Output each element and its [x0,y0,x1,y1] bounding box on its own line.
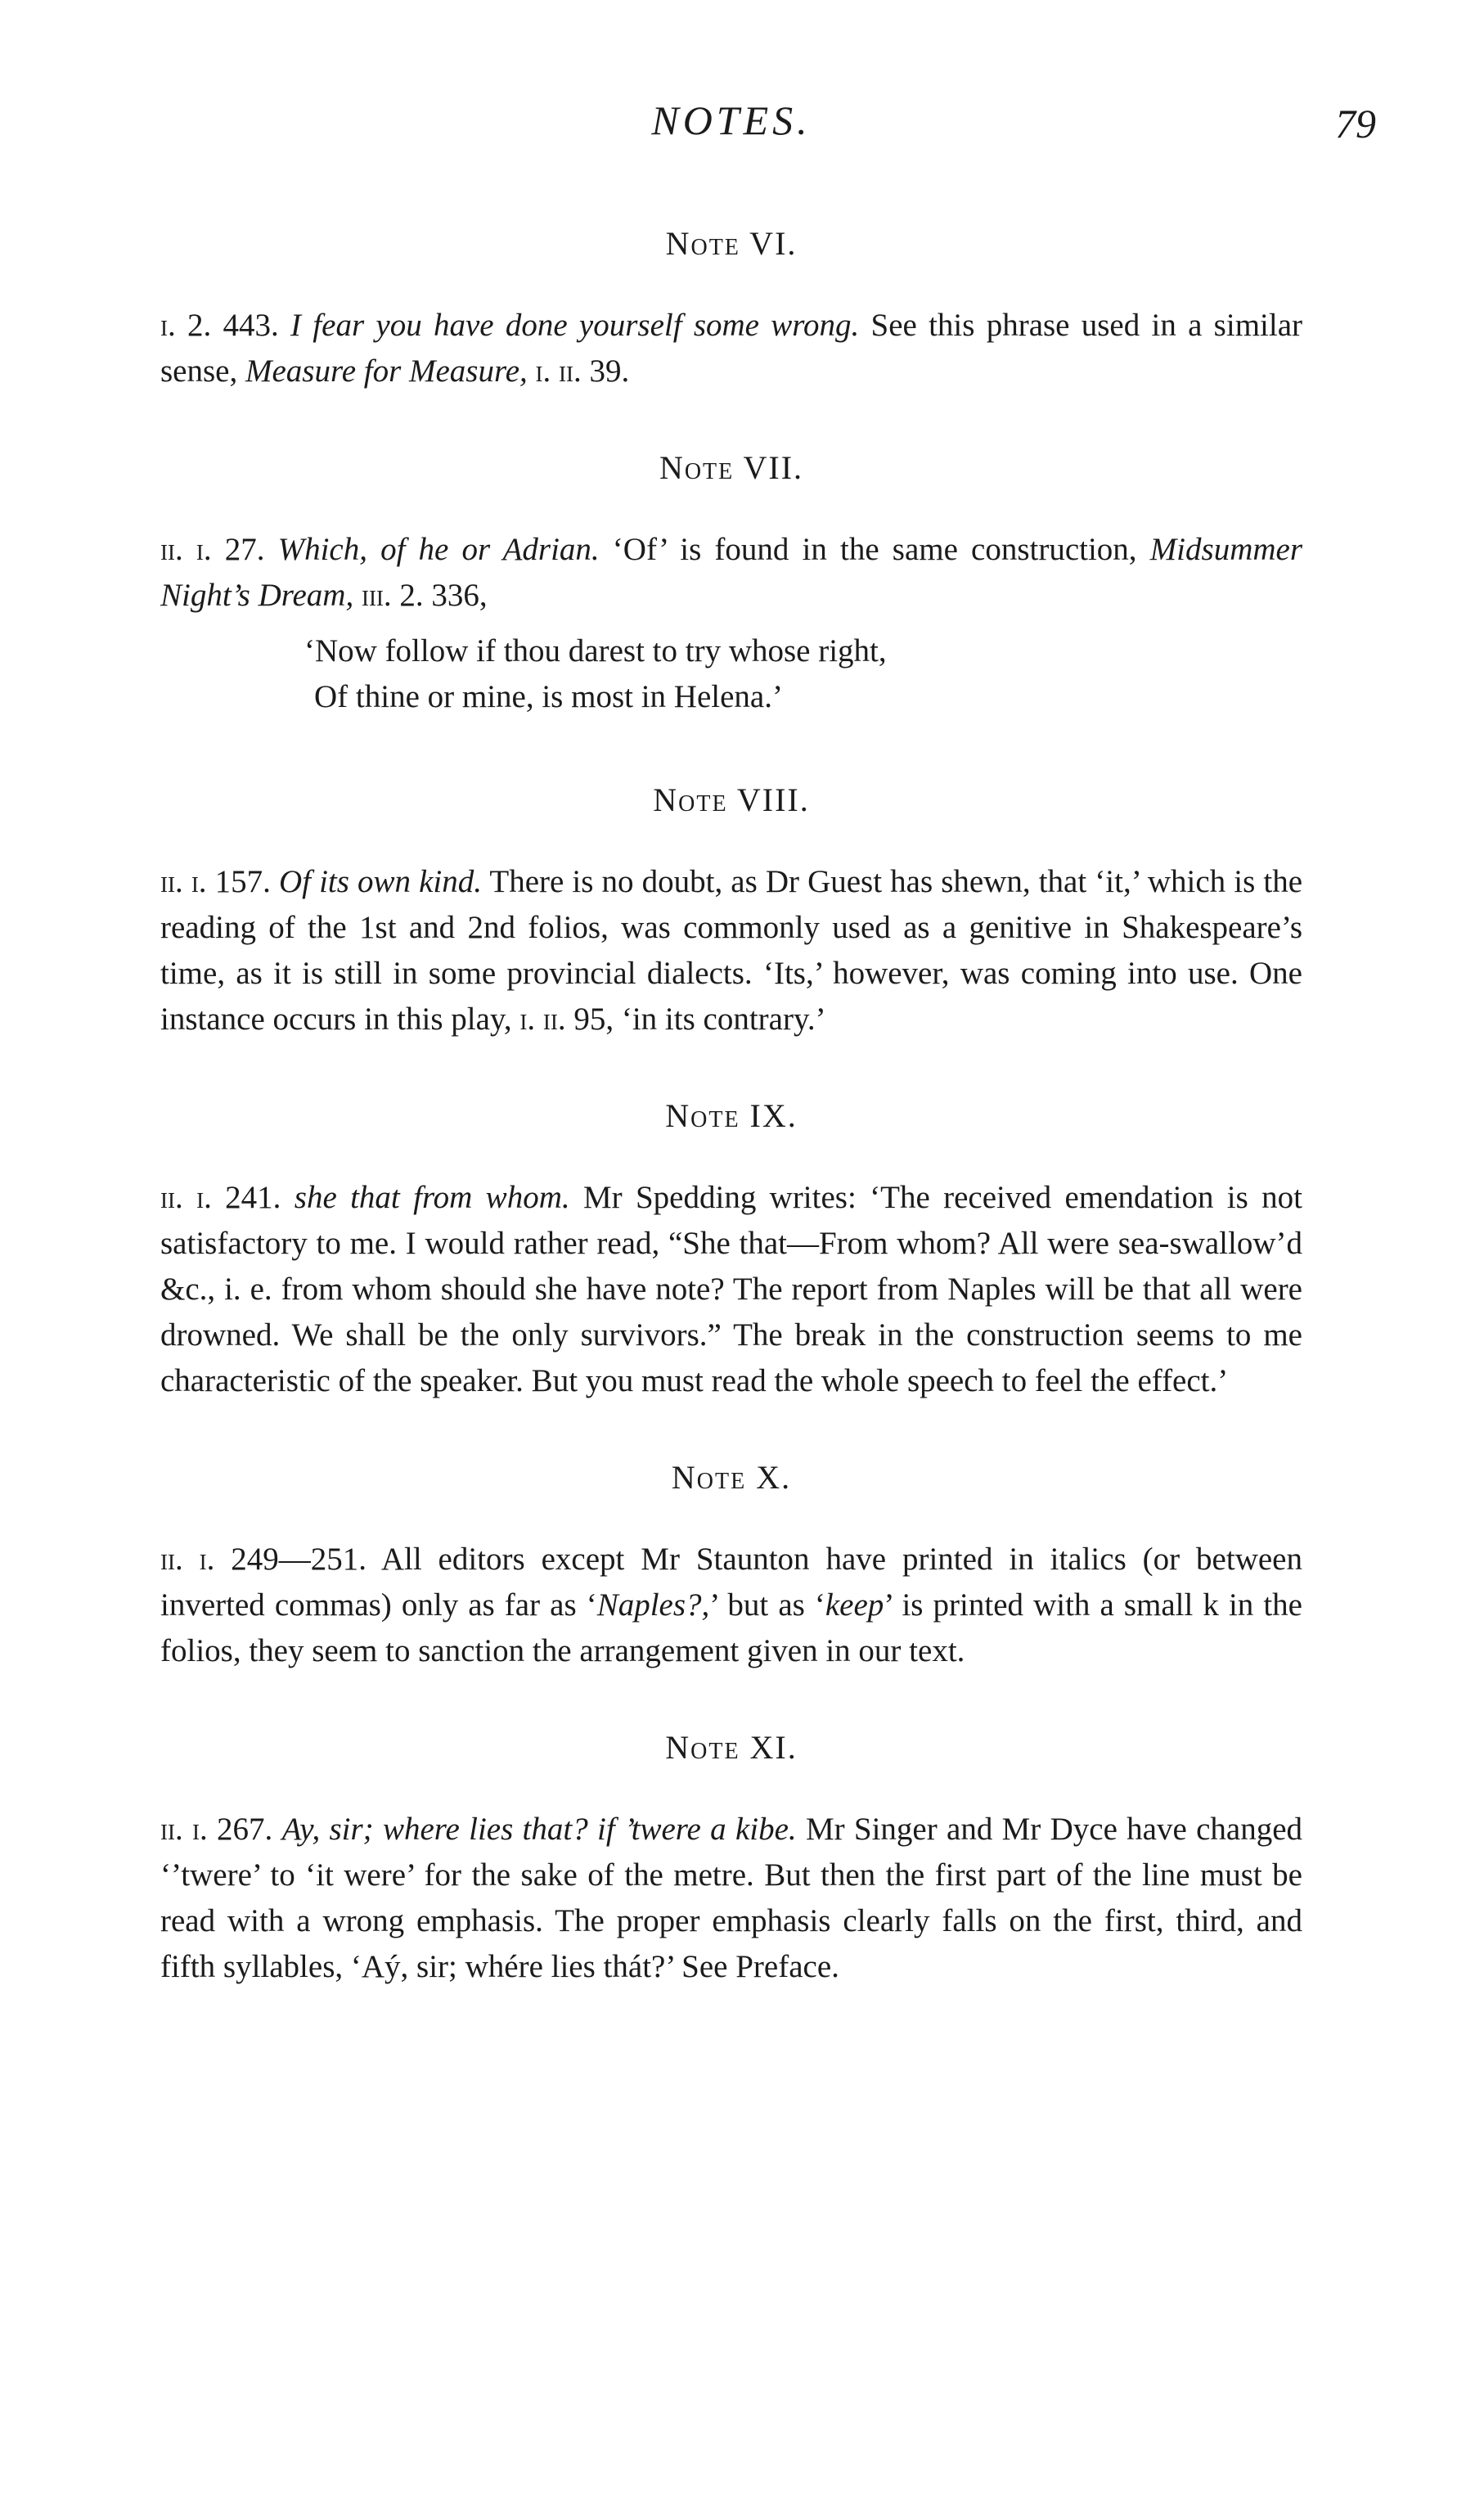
note-text: ’ is printed with a small k in the folios, they seem to sanction the arrangement given in our text. [160,1587,1302,1668]
note-body [160,1175,1302,1404]
notes-text [160,221,1302,2041]
note-text: Mr Singer and Mr Dyce have changed ‘’twere’ to ‘it were’ for the sake of the metre. But then the first part of the line must be read with a wrong emphasis. The proper emphasis clearly falls on the first, third, and fifth syllables, ‘Aý, sir; whére lies thát?’ See Preface. [160,1812,1303,1984]
lemma: Which, of he or Adrian. [277,532,600,567]
line-reference: i. ii. 39. [535,353,630,389]
note-heading: Note VI. [665,225,798,262]
note-text: There is no doubt, as Dr Guest has shewn, that ‘it,’ which is the reading of the 1st and 2nd folios, was commonly used as a genitive in Shakespeare’s time, as it is still in some provincial dialects. ‘Its,’ however, was coming into use. One instance occurs in this play, [160,864,1303,1037]
note-text: ’ but as ‘ [709,1587,825,1623]
note-text: ‘in its contrary.’ [621,1002,826,1037]
work-title: Measure for Measure, [245,353,528,389]
italic-term: keep [825,1587,884,1623]
verse-line: Of thine or mine, is most in Helena.’ [314,679,783,714]
running-head [160,97,1376,162]
note-text: Mr Spedding writes: ‘The received emendation is not satisfactory to me. I would rather read, “She that—From whom? All were sea-swallow’d &c., i. e. from whom should she have note? The report from Naples will be that all were drowned. We shall be the only survivors.” The break in the construction seems to me characteristic of the speaker. But you must read the whole speech to feel the effect.’ [160,1180,1302,1398]
book-page [160,0,1376,2503]
line-reference: ii. i. 241. [160,1180,281,1215]
note-heading: Note X. [671,1459,792,1496]
note-heading: Note IX. [665,1097,798,1134]
lemma: Of its own kind. [279,864,483,899]
note-heading: Note XI. [665,1729,798,1766]
line-reference: ii. i. 267. [160,1812,273,1847]
lemma: Ay, sir; where lies that? if ’twere a kibe. [281,1812,797,1847]
note-text: ‘Of’ is found in the same construction, [612,532,1137,567]
lemma: she that from whom. [294,1180,570,1215]
note-heading: Note VII. [659,449,804,486]
line-reference: ii. i. 157. [160,864,271,899]
note-heading: Note VIII. [653,781,810,818]
page-number: 79 [1335,101,1376,146]
line-reference: ii. i. 249—251. [160,1542,367,1577]
note-body [160,1807,1302,1990]
work-title: Midsummer Night’s Dream, [160,532,1303,613]
note-body [160,859,1302,1042]
line-reference: i. 2. 443. [160,308,279,343]
note-text: See this phrase used in a similar sense, [160,308,1302,389]
note-body [160,527,1302,619]
italic-term: Naples?, [596,1587,710,1623]
note-body [160,1537,1302,1674]
line-reference: i. ii. 95, [519,1002,614,1037]
verse-quotation [304,628,1302,720]
lemma: I fear you have done yourself some wrong. [290,308,860,343]
note-body [160,303,1302,394]
note-text: All editors except Mr Staunton have printed in italics (or between inverted commas) only as far as ‘ [160,1542,1302,1623]
running-title: NOTES. [651,97,812,143]
verse-line: ‘Now follow if thou darest to try whose right, [304,633,887,669]
line-reference: ii. i. 27. [160,532,265,567]
line-reference: iii. 2. 336, [361,578,488,613]
